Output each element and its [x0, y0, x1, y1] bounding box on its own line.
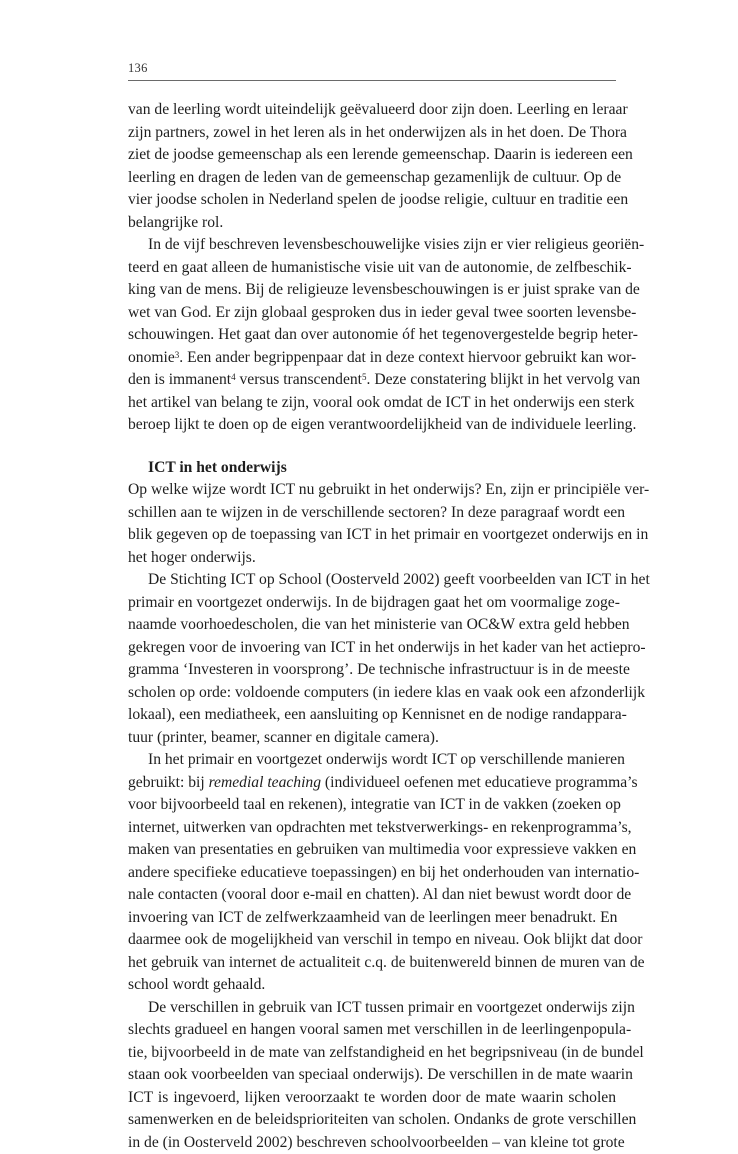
- text-line: tie, bijvoorbeeld in de mate van zelfstandigheid en het begripsniveau (in de bundel: [128, 1042, 616, 1065]
- text-line: gekregen voor de invoering van ICT in het onderwijs in het kader van het actiepro-: [128, 637, 616, 660]
- text-line: [128, 369, 616, 392]
- text-line: In de vijf beschreven levensbeschouwelijke visies zijn er vier religieus georiën-: [128, 234, 616, 257]
- text-line: beroep lijkt te doen op de eigen verantwoordelijkheid van de individuele leerling.: [128, 414, 616, 437]
- section-gap: [128, 437, 616, 457]
- text-line: schillen aan te wijzen in de verschillende sectoren? In deze paragraaf wordt een: [128, 502, 616, 525]
- text-line: invoering van ICT de zelfwerkzaamheid van de leerlingen meer benadrukt. En: [128, 907, 616, 930]
- text-line: slechts gradueel en hangen vooral samen met verschillen in de leerlingenpopula-: [128, 1019, 616, 1042]
- text-segment: . Een ander begrippenpaar dat in deze context hiervoor gebruikt kan wor-: [179, 349, 636, 366]
- text-line: het hoger onderwijs.: [128, 547, 616, 570]
- text-segment: den is immanent: [128, 371, 231, 388]
- text-line: king van de mens. Bij de religieuze levensbeschouwingen is er juist sprake van de: [128, 279, 616, 302]
- text-line: het artikel van belang te zijn, vooral ook omdat de ICT in het onderwijs een sterk: [128, 392, 616, 415]
- text-segment: versus transcendent: [236, 371, 362, 388]
- text-line: schouwingen. Het gaat dan over autonomie óf het tegenovergestelde begrip heter-: [128, 324, 616, 347]
- text-segment: . Deze constatering blijkt in het vervolg van: [367, 371, 641, 388]
- text-line: zijn partners, zowel in het leren als in het onderwijzen als in het doen. De Thora: [128, 122, 616, 145]
- text-line: [128, 347, 616, 370]
- text-line: gramma ‘Investeren in voorsprong’. De technische infrastructuur is in de meeste: [128, 659, 616, 682]
- text-line: blik gegeven op de toepassing van ICT in het primair en voortgezet onderwijs en in: [128, 524, 616, 547]
- footnote-ref[interactable]: 3: [175, 350, 180, 360]
- text-segment: gebruikt: bij: [128, 774, 209, 791]
- text-line: daarmee ook de mogelijkheid van verschil in tempo en niveau. Ook blijkt dat door: [128, 929, 616, 952]
- text-line: internet, uitwerken van opdrachten met tekstverwerkings- en rekenprogramma’s,: [128, 817, 616, 840]
- text-line: maken van presentaties en gebruiken van multimedia voor expressieve vakken en: [128, 839, 616, 862]
- text-line: voor bijvoorbeeld taal en rekenen), integratie van ICT in de vakken (zoeken op: [128, 794, 616, 817]
- body-text: [128, 99, 616, 1154]
- italic-term: remedial teaching: [209, 774, 321, 791]
- text-segment: onomie: [128, 349, 175, 366]
- running-header: [128, 58, 616, 81]
- text-line: samenwerken en de beleidsprioriteiten van scholen. Ondanks de grote verschillen: [128, 1109, 616, 1132]
- text-line: nale contacten (vooral door e-mail en chatten). Al dan niet bewust wordt door de: [128, 884, 616, 907]
- footnote-ref[interactable]: 5: [362, 372, 367, 382]
- text-line: staan ook voorbeelden van speciaal onderwijs). De verschillen in de mate waarin: [128, 1064, 616, 1087]
- text-line: school wordt gehaald.: [128, 974, 616, 997]
- text-line: De Stichting ICT op School (Oosterveld 2002) geeft voorbeelden van ICT in het: [128, 569, 616, 592]
- text-segment: (individueel oefenen met educatieve programma’s: [321, 774, 638, 791]
- text-line: van de leerling wordt uiteindelijk geëvalueerd door zijn doen. Leerling en leraar: [128, 99, 616, 122]
- section-heading: ICT in het onderwijs: [128, 457, 616, 480]
- text-line: andere specifieke educatieve toepassingen) en bij het onderhouden van internatio-: [128, 862, 616, 885]
- text-line: vier joodse scholen in Nederland spelen de joodse religie, cultuur en traditie een: [128, 189, 616, 212]
- text-line: Op welke wijze wordt ICT nu gebruikt in het onderwijs? En, zijn er principiële ver-: [128, 479, 616, 502]
- text-line: het gebruik van internet de actualiteit c.q. de buitenwereld binnen de muren van de: [128, 952, 616, 975]
- page-number: 136: [128, 61, 148, 76]
- text-line: [128, 772, 616, 795]
- text-line: De verschillen in gebruik van ICT tussen primair en voortgezet onderwijs zijn: [128, 997, 616, 1020]
- text-line: ICT is ingevoerd, lijken veroorzaakt te worden door de mate waarin scholen: [128, 1087, 616, 1110]
- footnote-ref[interactable]: 4: [231, 372, 236, 382]
- text-line: teerd en gaat alleen de humanistische visie uit van de autonomie, de zelfbeschik-: [128, 257, 616, 280]
- text-line: belangrijke rol.: [128, 212, 616, 235]
- text-line: ziet de joodse gemeenschap als een lerende gemeenschap. Daarin is iedereen een: [128, 144, 616, 167]
- text-line: in de (in Oosterveld 2002) beschreven schoolvoorbeelden – van kleine tot grote: [128, 1132, 616, 1154]
- text-line: tuur (printer, beamer, scanner en digitale camera).: [128, 727, 616, 750]
- text-line: leerling en dragen de leden van de gemeenschap gezamenlijk de cultuur. Op de: [128, 167, 616, 190]
- text-line: primair en voortgezet onderwijs. In de bijdragen gaat het om voormalige zoge-: [128, 592, 616, 615]
- text-line: wet van God. Er zijn globaal gesproken dus in ieder geval twee soorten levensbe-: [128, 302, 616, 325]
- text-line: scholen op orde: voldoende computers (in iedere klas en vaak ook een afzonderlijk: [128, 682, 616, 705]
- text-line: In het primair en voortgezet onderwijs wordt ICT op verschillende manieren: [128, 749, 616, 772]
- text-line: lokaal), een mediatheek, een aansluiting op Kennisnet en de nodige randappara-: [128, 704, 616, 727]
- text-line: naamde voorhoedescholen, die van het ministerie van OC&W extra geld hebben: [128, 614, 616, 637]
